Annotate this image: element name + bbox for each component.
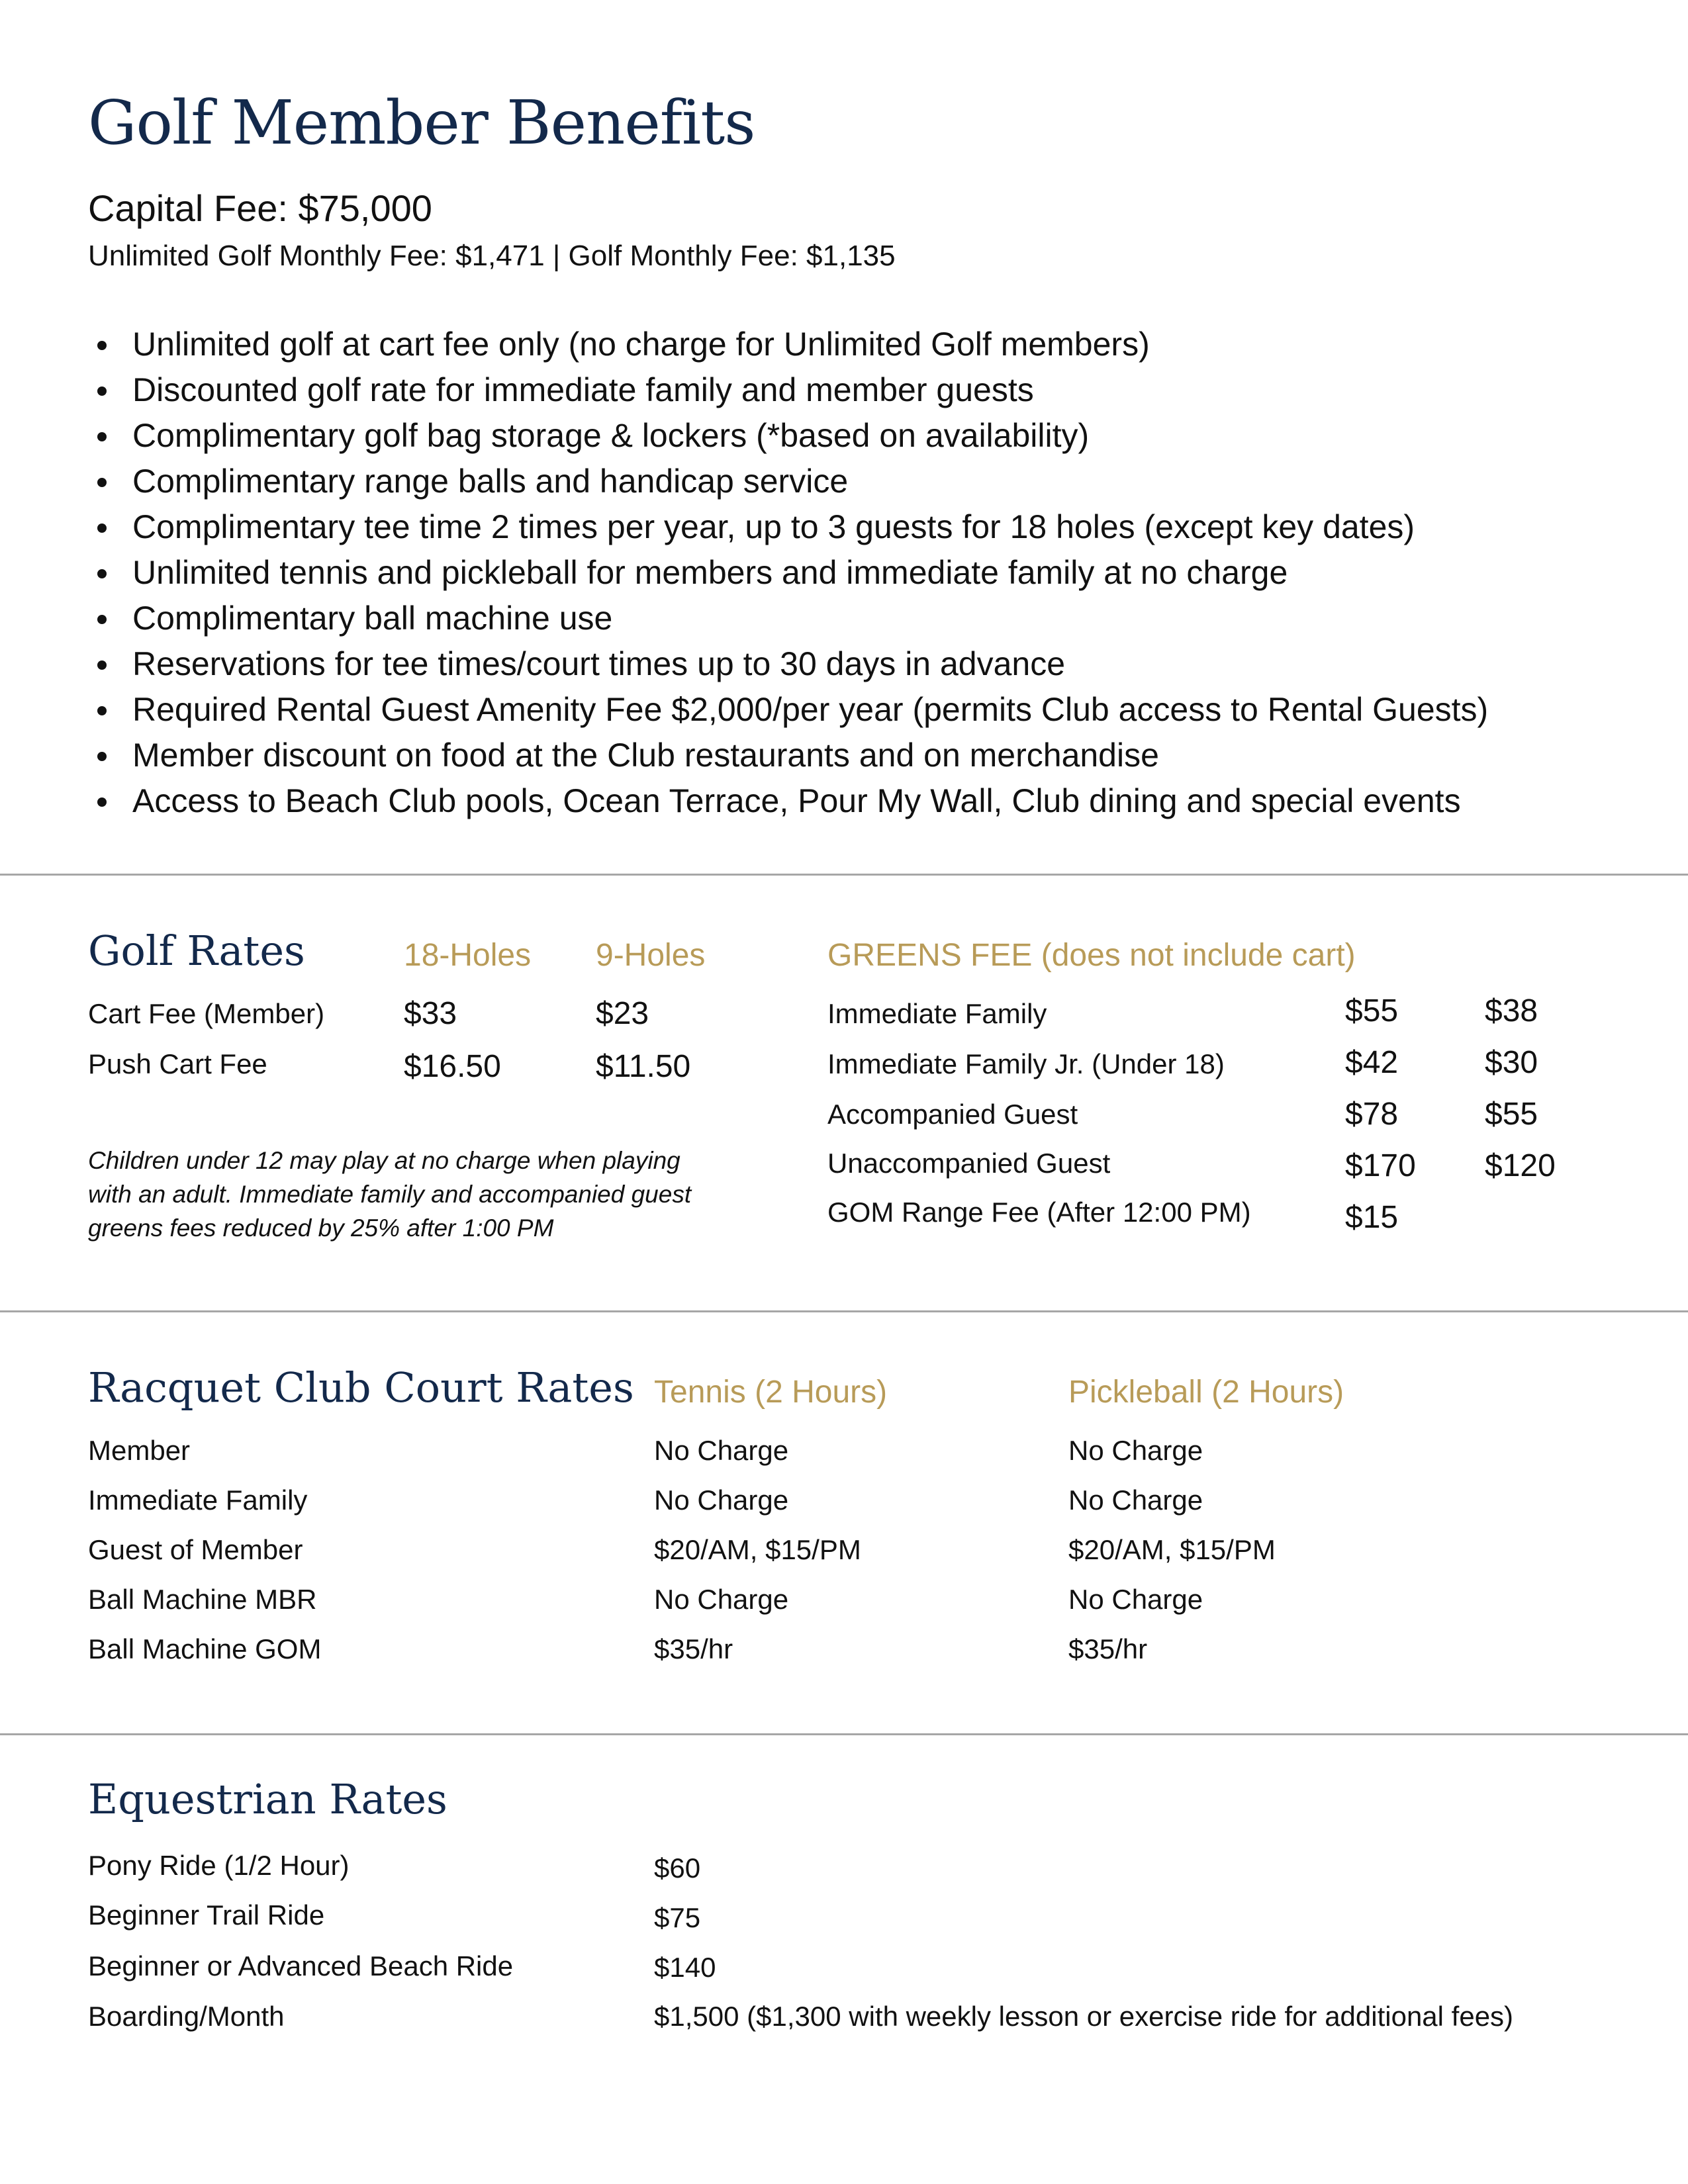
racquet-row-pickleball: No Charge bbox=[1068, 1584, 1203, 1615]
page-title: Golf Member Benefits bbox=[88, 87, 755, 158]
bullet-icon bbox=[97, 706, 107, 715]
racquet-row-pickleball: $20/AM, $15/PM bbox=[1068, 1534, 1276, 1565]
greens-row-label: Accompanied Guest bbox=[827, 1099, 1078, 1130]
greens-row-18: $78 bbox=[1345, 1097, 1399, 1132]
racquet-row-label: Member bbox=[88, 1435, 191, 1466]
racquet-row-tennis: No Charge bbox=[654, 1584, 789, 1615]
racquet-row-pickleball: $35/hr bbox=[1068, 1633, 1148, 1664]
greens-row-9: $120 bbox=[1485, 1148, 1556, 1183]
bullet-icon bbox=[97, 797, 107, 807]
equestrian-row-label: Beginner Trail Ride bbox=[88, 1899, 325, 1931]
greens-row-18: $55 bbox=[1345, 993, 1399, 1028]
bullet-icon bbox=[97, 660, 107, 670]
greens-row-label: GOM Range Fee (After 12:00 PM) bbox=[827, 1197, 1251, 1228]
equestrian-title: Equestrian Rates bbox=[88, 1775, 447, 1823]
col-18-holes: 18-Holes bbox=[404, 938, 532, 973]
racquet-row-pickleball: No Charge bbox=[1068, 1435, 1203, 1466]
greens-row-18: $42 bbox=[1345, 1045, 1399, 1080]
golf-row-18: $16.50 bbox=[404, 1049, 501, 1084]
section-divider bbox=[0, 1310, 1688, 1312]
racquet-row-label: Guest of Member bbox=[88, 1534, 303, 1565]
bullet-icon bbox=[97, 523, 107, 533]
greens-row-9: $38 bbox=[1485, 993, 1538, 1028]
racquet-row-label: Ball Machine GOM bbox=[88, 1633, 322, 1664]
capital-fee: Capital Fee: $75,000 bbox=[88, 187, 432, 229]
equestrian-row-price: $1,500 ($1,300 with weekly lesson or exercise ride for additional fees) bbox=[654, 2001, 1514, 2032]
greens-row-9: $55 bbox=[1485, 1097, 1538, 1132]
section-divider bbox=[0, 874, 1688, 876]
racquet-row-tennis: $35/hr bbox=[654, 1633, 733, 1664]
equestrian-row-price: $140 bbox=[654, 1952, 716, 1983]
greens-row-18: $170 bbox=[1345, 1148, 1416, 1183]
racquet-row-tennis: $20/AM, $15/PM bbox=[654, 1534, 861, 1565]
golf-row-18: $33 bbox=[404, 996, 457, 1031]
greens-row-9: $30 bbox=[1485, 1045, 1538, 1080]
equestrian-row-price: $60 bbox=[654, 1852, 701, 1884]
equestrian-row-label: Pony Ride (1/2 Hour) bbox=[88, 1850, 350, 1881]
col-tennis: Tennis (2 Hours) bbox=[654, 1375, 888, 1410]
golf-note: Children under 12 may play at no charge when playing with an adult. Immediate family and accompanied guest greens fees reduced by 25% after 1:00 PM bbox=[88, 1147, 692, 1242]
greens-row-18: $15 bbox=[1345, 1200, 1399, 1235]
racquet-row-tennis: No Charge bbox=[654, 1484, 789, 1516]
greens-row-label: Unaccompanied Guest bbox=[827, 1148, 1111, 1179]
racquet-row-tennis: No Charge bbox=[654, 1435, 789, 1466]
equestrian-row-label: Beginner or Advanced Beach Ride bbox=[88, 1950, 514, 1981]
bullet-icon bbox=[97, 569, 107, 578]
greens-row-label: Immediate Family Jr. (Under 18) bbox=[827, 1048, 1225, 1079]
equestrian-row-label: Boarding/Month bbox=[88, 2001, 285, 2032]
col-pickleball: Pickleball (2 Hours) bbox=[1068, 1375, 1344, 1410]
bullet-icon bbox=[97, 752, 107, 761]
racquet-title: Racquet Club Court Rates bbox=[88, 1363, 634, 1412]
golf-rates-title: Golf Rates bbox=[88, 927, 305, 975]
equestrian-row-price: $75 bbox=[654, 1902, 701, 1933]
greens-fee-header: GREENS FEE (does not include cart) bbox=[827, 938, 1356, 973]
bullet-icon bbox=[97, 341, 107, 350]
bullet-icon bbox=[97, 432, 107, 441]
section-divider bbox=[0, 1733, 1688, 1735]
col-9-holes: 9-Holes bbox=[596, 938, 706, 973]
golf-row-9: $11.50 bbox=[596, 1049, 691, 1084]
golf-row-label: Cart Fee (Member) bbox=[88, 998, 325, 1029]
golf-row-label: Push Cart Fee bbox=[88, 1048, 267, 1079]
racquet-row-label: Immediate Family bbox=[88, 1484, 308, 1516]
bullet-icon bbox=[97, 387, 107, 396]
golf-row-9: $23 bbox=[596, 996, 649, 1031]
monthly-fees: Unlimited Golf Monthly Fee: $1,471 | Golf Monthly Fee: $1,135 bbox=[88, 240, 896, 272]
bullet-icon bbox=[97, 615, 107, 624]
racquet-row-label: Ball Machine MBR bbox=[88, 1584, 317, 1615]
bullet-icon bbox=[97, 478, 107, 487]
greens-row-label: Immediate Family bbox=[827, 998, 1047, 1029]
racquet-row-pickleball: No Charge bbox=[1068, 1484, 1203, 1516]
